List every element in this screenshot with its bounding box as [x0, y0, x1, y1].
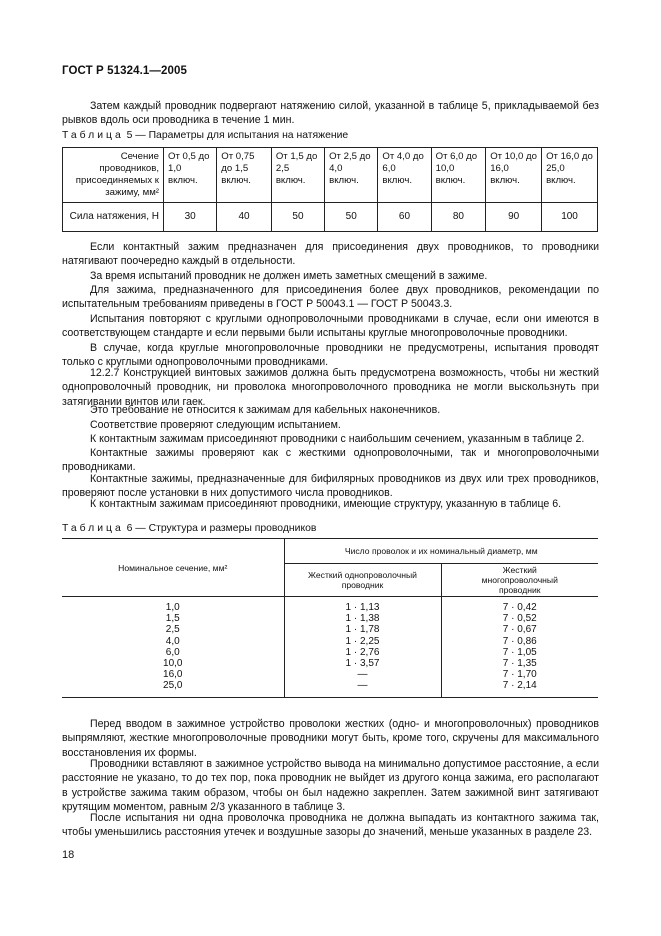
table5-force: 80: [431, 203, 486, 232]
table6-row: [62, 669, 598, 680]
table6-cell-multi: 7 · 0,52: [441, 613, 598, 624]
paragraph-intro: Затем каждый проводник подвергают натяжению силой, указанной в таблице 5, прикладываемой без рывков вдоль оси проводника в течение 1 мин.: [62, 100, 599, 127]
table5-force: 30: [164, 203, 217, 232]
table6-row: [62, 624, 598, 635]
table6-cell-rigid: 1 · 2,25: [284, 636, 441, 647]
table6-row: [62, 680, 598, 691]
table6-bottom: [62, 692, 598, 698]
table6-cell-section: 25,0: [163, 680, 183, 692]
table6-header-row-1: [62, 539, 598, 564]
table5-force: 100: [542, 203, 598, 232]
table6-col-rigid: Жесткий однопроволочный проводник: [284, 564, 441, 597]
table5-caption: [62, 130, 348, 141]
table6-cell-rigid: 1 · 2,76: [284, 647, 441, 658]
table6-cell-rigid: —: [284, 680, 441, 691]
paragraph: 12.2.7 Конструкцией винтовых зажимов должна быть предусмотрена возможность, чтобы ни жесткий однопроволочный проводник, ни проволока многопроволочного проводника не могли выскользнуть при затягивании винтов или гаек.: [62, 367, 599, 408]
table5-force-row: [63, 203, 598, 232]
table6-cell-multi: 7 · 2,14: [441, 680, 598, 691]
paragraph: Для зажима, предназначенного для присоединения более двух проводников, рекомендации по испытательным требованиям приведены в ГОСТ Р 50043.1 — ГОСТ Р 50043.3.: [62, 284, 599, 311]
paragraph: Контактные зажимы, предназначенные для бифилярных проводников из двух или трех проводников, проверяют после установки в них допустимого числа проводников.: [62, 473, 599, 500]
table6-cell-section: 4,0: [165, 635, 180, 647]
table6-cell-multi: 7 · 0,86: [441, 636, 598, 647]
paragraph: Перед вводом в зажимное устройство проволоки жестких (одно- и многопроволочных) проводников выпрямляют, жесткие многопроволочные проводники могут быть, кроме того, скручены для максимального восстановления их формы.: [62, 718, 599, 759]
paragraph: Это требование не относится к зажимам для кабельных наконечников.: [90, 404, 441, 416]
paragraph: Проводники вставляют в зажимное устройство вывода на минимально допустимое расстояние, а если расстояние не указано, то до тех пор, пока проводник не выйдет из другого конца зажима, его располагают в устройстве зажима таким образом, чтобы он был надежно закреплен. Затем зажимной винт затягивают крутящим моментом, равным 2/3 указанного в таблице 3.: [62, 758, 599, 814]
table6-col-group: Число проволок и их номинальный диаметр, мм: [284, 539, 598, 564]
table6-col-multi: Жесткий многопроволочный проводник: [441, 564, 598, 597]
paragraph: После испытания ни одна проволочка проводника не должна выпадать из контактного зажима так, чтобы уменьшились расстояния утечек и воздушные зазоры до значений, меньше указанных в разделе 23.: [62, 812, 599, 839]
paragraph: Контактные зажимы проверяют как с жесткими однопроволочными, так и многопроволочными проводниками.: [62, 447, 599, 474]
paragraph: В случае, когда круглые многопроволочные проводники не предусмотрены, испытания проводят только с круглыми однопроволочными проводниками.: [62, 342, 599, 369]
table-5: [62, 147, 598, 232]
table6-rows: [62, 602, 598, 697]
table6-cell-section: 10,0: [163, 658, 183, 670]
table6-cell-rigid: 1 · 1,78: [284, 624, 441, 635]
table5-force-label: Сила натяжения, Н: [63, 203, 164, 232]
table6-cell-multi: 7 · 1,35: [441, 658, 598, 669]
table6-col-section: Номинальное сечение, мм²: [62, 539, 284, 597]
table6-row: [62, 613, 598, 624]
table6-row: [62, 602, 598, 613]
table-6: [62, 538, 598, 603]
table5-row-header: Сечение проводников, присоединяемых к зажиму, мм²: [63, 148, 164, 203]
table5-force: 60: [378, 203, 431, 232]
table5-range: От 6,0 до 10,0 включ.: [431, 148, 486, 203]
table6-cell-multi: 7 · 0,42: [441, 602, 598, 613]
table6-cell-rigid: 1 · 1,38: [284, 613, 441, 624]
table5-range: От 1,5 до 2,5 включ.: [271, 148, 324, 203]
table5-force: 50: [271, 203, 324, 232]
table5-range: От 0,75 до 1,5 включ.: [217, 148, 272, 203]
paragraph: Соответствие проверяют следующим испытанием.: [90, 419, 341, 431]
table6-cell-multi: 7 · 1,05: [441, 647, 598, 658]
paragraph: К контактным зажимам присоединяют проводники, имеющие структуру, указанную в таблице 6.: [90, 498, 562, 510]
table6-row: [62, 636, 598, 647]
page-number: 18: [62, 849, 75, 861]
table6-cell-rigid: 1 · 3,57: [284, 658, 441, 669]
paragraph: Если контактный зажим предназначен для присоединения двух проводников, то проводники натягивают поочередно каждый в отдельности.: [62, 241, 599, 268]
table6-cell-section: 16,0: [163, 669, 183, 681]
paragraph: За время испытаний проводник не должен иметь заметных смещений в зажиме.: [90, 270, 488, 282]
table5-range: От 0,5 до 1,0 включ.: [164, 148, 217, 203]
paragraph: К контактным зажимам присоединяют проводники с наибольшим сечением, указанным в таблице 2.: [90, 433, 585, 445]
table6-row: [62, 647, 598, 658]
table5-range: От 4,0 до 6,0 включ.: [378, 148, 431, 203]
table6-cell-section: 2,5: [165, 624, 180, 636]
table5-caption-label: Таблица: [62, 130, 124, 141]
table6-body: [62, 602, 598, 698]
table5-range: От 16,0 до 25,0 включ.: [542, 148, 598, 203]
document-header: ГОСТ Р 51324.1—2005: [62, 65, 187, 77]
table6-caption-text: 6 — Структура и размеры проводников: [126, 523, 317, 534]
table6-cell-rigid: —: [284, 669, 441, 680]
table5-force: 90: [486, 203, 542, 232]
table5-caption-text: 5 — Параметры для испытания на натяжение: [126, 130, 349, 141]
table5-header-row: [63, 148, 598, 203]
table6-row: [62, 658, 598, 669]
table5-force: 50: [325, 203, 378, 232]
paragraph: Испытания повторяют с круглыми однопроволочными проводниками в случае, если они имеются в соответствующем стандарте и если первыми были испытаны круглые многопроволочные проводники.: [62, 313, 599, 340]
table6-cell-section: 1,0: [165, 602, 180, 613]
table6-caption-label: Таблица: [62, 523, 124, 534]
table6-cell-section: 6,0: [165, 646, 180, 658]
table5-range: От 10,0 до 16,0 включ.: [486, 148, 542, 203]
table6-cell-multi: 7 · 0,67: [441, 624, 598, 635]
table5-range: От 2,5 до 4,0 включ.: [325, 148, 378, 203]
table6-cell-rigid: 1 · 1,13: [284, 602, 441, 613]
table5-force: 40: [217, 203, 272, 232]
table6-cell-section: 1,5: [165, 613, 180, 625]
table6-cell-multi: 7 · 1,70: [441, 669, 598, 680]
table6-caption: [62, 523, 316, 534]
